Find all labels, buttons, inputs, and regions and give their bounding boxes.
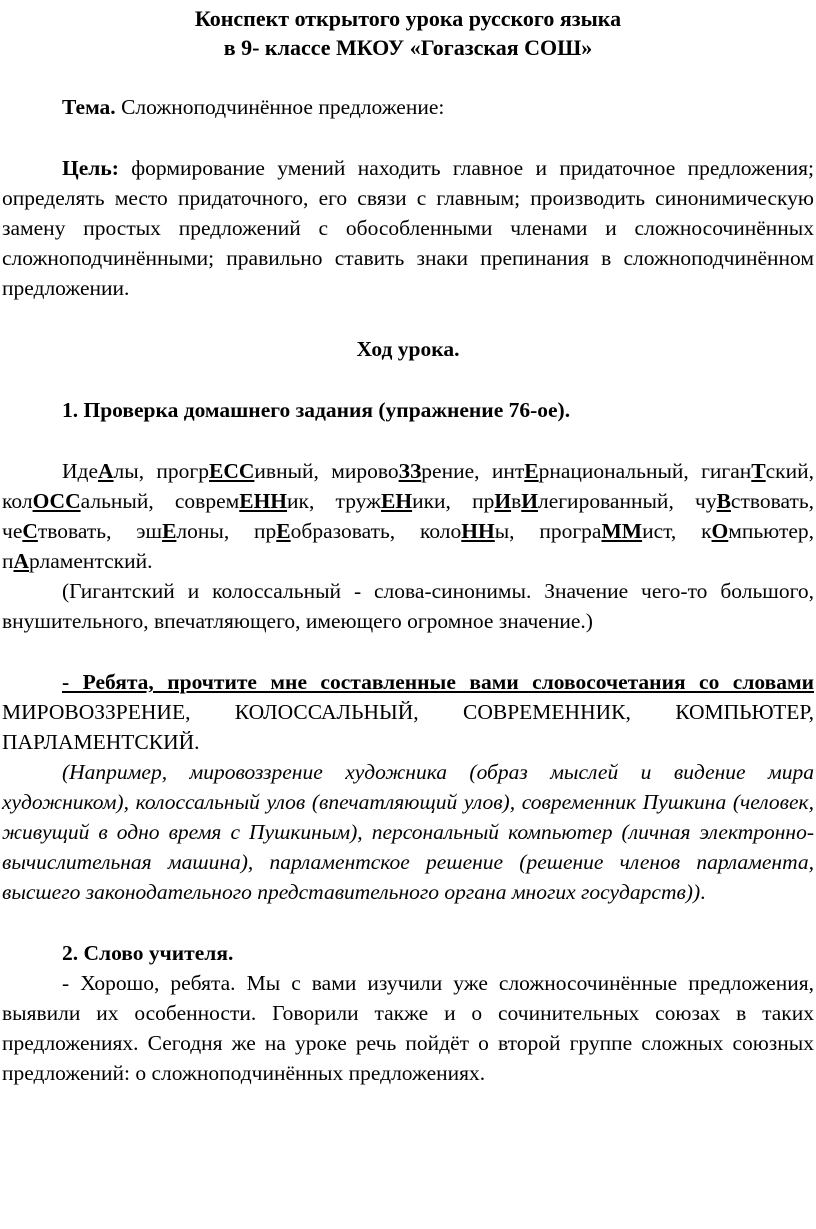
- homework-word: [2, 489, 154, 513]
- highlighted-letters: ЕНН: [239, 489, 288, 513]
- word-part: гиган: [701, 459, 752, 483]
- word-part: мпьютер,: [728, 519, 815, 543]
- highlighted-letters: В: [716, 489, 731, 513]
- word-part: к: [701, 519, 712, 543]
- word-part: програ: [539, 519, 602, 543]
- homework-word: [2, 519, 111, 543]
- homework-word: [331, 459, 479, 483]
- highlighted-letters: Т: [751, 459, 766, 483]
- title-line-1: Конспект открытого урока русского языка: [194, 6, 622, 31]
- word-part: ы,: [494, 519, 515, 543]
- word-part: мирово: [331, 459, 399, 483]
- word-part: пр: [472, 489, 495, 513]
- homework-word: [701, 519, 814, 543]
- word-part: ивный,: [254, 459, 319, 483]
- word-part: эш: [136, 519, 163, 543]
- word-part: лы,: [113, 459, 145, 483]
- highlighted-letters: С: [22, 519, 38, 543]
- teacher-speech: - Хорошо, ребята. Мы с вами изучили уже сложносочинённые предложения, выявили их особенности. Говорили также и о сочинительных союзах в таких предложениях. Сегодня же на уроке речь пойдёт о второй группе сложных союзных предложений: о сложноподчинённых предложениях.: [2, 971, 814, 1085]
- word-part: коло: [419, 519, 462, 543]
- document-title: [2, 4, 814, 62]
- word-part: легированный,: [537, 489, 674, 513]
- word-part: рение,: [421, 459, 480, 483]
- word-part: ствовать,: [730, 489, 815, 513]
- highlighted-letters: И: [521, 489, 538, 513]
- homework-word: [156, 459, 318, 483]
- homework-word: [420, 519, 515, 543]
- homework-word: [175, 489, 314, 513]
- topic-paragraph: [2, 92, 814, 122]
- example-text: (Например, мировоззрение художника (образ мыслей и видение мира художником), колоссальный улов (впечатляющий улов), современник Пушкина (человек, живущий в одно время с Пушкиным), персональный компьютер (личная электронно-вычислительная машина), парламентское решение (решение членов парламента, высшего законодательного представительного органа многих государств)): [2, 760, 814, 904]
- word-part: Иде: [62, 459, 99, 483]
- lesson-heading: Ход урока.: [356, 337, 460, 361]
- homework-word: [62, 459, 144, 483]
- topic-text: Сложноподчинённое предложение:: [121, 95, 445, 119]
- goal-paragraph: [2, 153, 814, 303]
- word-part: лоны,: [176, 519, 230, 543]
- synonym-note: (Гигантский и колоссальный - слова-синонимы. Значение чего-то большого, внушительного, впечатляющего, имеющего огромное значение.): [2, 579, 814, 633]
- word-part: соврем: [174, 489, 240, 513]
- word-part: в: [511, 489, 522, 513]
- goal-label: Цель:: [62, 156, 119, 180]
- word-part: ики,: [412, 489, 451, 513]
- word-part: образовать,: [290, 519, 396, 543]
- word-part: инт: [491, 459, 525, 483]
- title-line-2: в 9- классе МКОУ «Гогазская СОШ»: [223, 35, 593, 60]
- highlighted-letters: А: [98, 459, 114, 483]
- word-part: ист,: [642, 519, 677, 543]
- example-paragraph: [2, 757, 814, 907]
- highlighted-letters: Е: [524, 459, 539, 483]
- homework-word: [472, 489, 674, 513]
- highlighted-letters: ЗЗ: [398, 459, 422, 483]
- homework-word: [336, 489, 451, 513]
- task-instruction: - Ребята, прочтите мне составленные вами словосочетания со словами: [62, 670, 814, 694]
- word-part: пр: [254, 519, 277, 543]
- word-part: че: [2, 519, 23, 543]
- word-part: п: [2, 549, 14, 573]
- word-part: альный,: [80, 489, 154, 513]
- task-paragraph: [2, 667, 814, 757]
- highlighted-letters: Е: [276, 519, 291, 543]
- word-part: рламентский.: [29, 549, 153, 573]
- word-part: ик,: [287, 489, 315, 513]
- highlighted-letters: ЕСС: [209, 459, 255, 483]
- highlighted-letters: О: [711, 519, 729, 543]
- section1-heading: 1. Проверка домашнего задания (упражнение 76-ое).: [62, 398, 571, 422]
- word-part: труж: [335, 489, 381, 513]
- word-part: твовать,: [37, 519, 112, 543]
- example-end: .: [700, 880, 706, 904]
- highlighted-letters: ЕН: [380, 489, 413, 513]
- highlighted-letters: ОСС: [32, 489, 81, 513]
- highlighted-letters: А: [13, 549, 30, 573]
- goal-text: формирование умений находить главное и придаточное предложения; определять место придаточного, его связи с главным; производить синонимическую замену простых предложений с обособленными членами и сложносочинённых сложноподчинёнными; правильно ставить знаки препинания в сложноподчинённом предложении.: [2, 156, 814, 300]
- highlighted-letters: НН: [461, 519, 495, 543]
- homework-words-paragraph: [2, 456, 814, 576]
- topic-label: Тема.: [62, 95, 116, 119]
- word-part: прогр: [156, 459, 209, 483]
- word-part: рнациональный,: [538, 459, 689, 483]
- homework-word: [695, 489, 814, 513]
- word-part: ский,: [765, 459, 815, 483]
- highlighted-letters: И: [494, 489, 512, 513]
- section2-heading: 2. Слово учителя.: [62, 941, 234, 965]
- task-words: МИРОВОЗЗРЕНИЕ, КОЛОССАЛЬНЫЙ, СОВРЕМЕННИК, КОМПЬЮТЕР, ПАРЛАМЕНТСКИЙ.: [2, 700, 814, 754]
- homework-word: [254, 519, 395, 543]
- word-part: чу: [695, 489, 717, 513]
- highlighted-letters: ММ: [601, 519, 643, 543]
- homework-word: [136, 519, 229, 543]
- homework-word: [539, 519, 676, 543]
- homework-word: [492, 459, 689, 483]
- highlighted-letters: Е: [162, 519, 177, 543]
- word-part: кол: [2, 489, 33, 513]
- homework-word: [2, 549, 152, 573]
- homework-word: [701, 459, 814, 483]
